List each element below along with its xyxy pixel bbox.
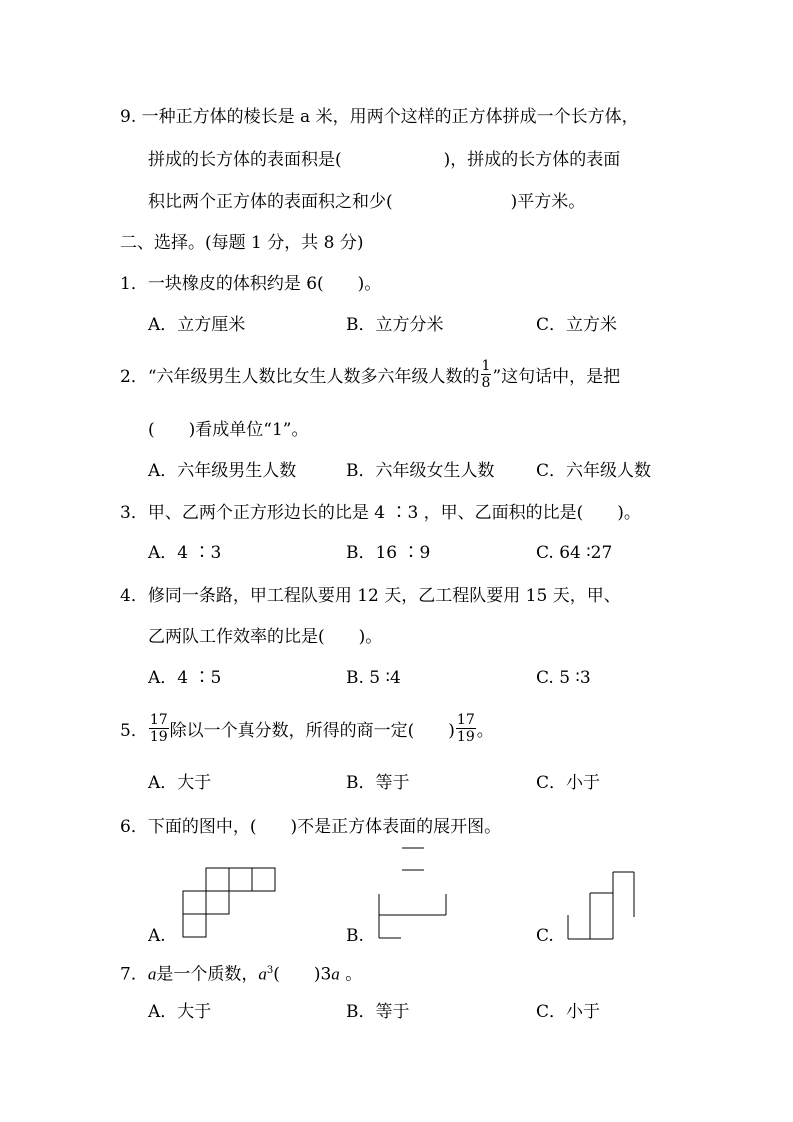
q9-line-2 bbox=[148, 149, 620, 171]
q5-option-c[interactable]: C．小于 bbox=[536, 773, 601, 793]
q2-fraction-denominator: 8 bbox=[481, 375, 491, 391]
net-a-square bbox=[183, 891, 206, 914]
q5-option-a[interactable]: A．大于 bbox=[148, 773, 212, 793]
q2-fraction-numerator: 1 bbox=[481, 358, 491, 374]
q4-option-b[interactable]: B. 5 ∶4 bbox=[346, 668, 401, 688]
q5-fraction-1 bbox=[149, 712, 169, 745]
net-a-square bbox=[206, 891, 229, 914]
q7-variable: a bbox=[147, 964, 157, 984]
q7-stem-a: 是一个质数， bbox=[156, 964, 259, 985]
q5-option-b[interactable]: B．等于 bbox=[346, 773, 410, 793]
q4-line-2: 乙两队工作效率的比是( )。 bbox=[148, 627, 383, 647]
q9-line-2-b: )，拼成的长方体的表面 bbox=[443, 150, 621, 170]
q6-option-c[interactable]: C. bbox=[536, 926, 554, 946]
q6-net-b-figure bbox=[372, 842, 452, 942]
net-a-square bbox=[229, 868, 252, 891]
q7-stem bbox=[120, 960, 362, 986]
q6-option-b[interactable]: B. bbox=[346, 926, 364, 946]
q6-option-a[interactable]: A. bbox=[148, 926, 166, 946]
q1-option-c[interactable]: C．立方米 bbox=[536, 315, 618, 335]
q2-line-2: ( )看成单位“1”。 bbox=[148, 420, 309, 440]
q2-option-c[interactable]: C．六年级人数 bbox=[536, 461, 652, 481]
q9-line-3 bbox=[148, 191, 585, 213]
q1-option-b[interactable]: B．立方分米 bbox=[346, 315, 444, 335]
q5-fraction-1-denominator: 19 bbox=[149, 729, 168, 745]
q4-option-c[interactable]: C. 5 ∶3 bbox=[536, 668, 591, 688]
q5-fraction-2-denominator: 19 bbox=[456, 729, 475, 745]
q7-option-c[interactable]: C．小于 bbox=[536, 1002, 601, 1022]
q2-option-a[interactable]: A．六年级男生人数 bbox=[148, 461, 297, 481]
q2-stem-a: 2．“六年级男生人数比女生人数多六年级人数的 bbox=[120, 367, 480, 387]
net-a-square bbox=[252, 868, 275, 891]
q3-stem: 3．甲、乙两个正方形边长的比是 4 ∶3 ，甲、乙面积的比是( )。 bbox=[120, 503, 641, 523]
q3-option-c[interactable]: C. 64 ∶27 bbox=[536, 543, 613, 563]
q4-option-a[interactable]: A．4 ∶5 bbox=[148, 668, 222, 688]
section-2-title: 二、选择。(每题 1 分，共 8 分) bbox=[120, 233, 364, 253]
q2-option-b[interactable]: B．六年级女生人数 bbox=[346, 461, 495, 481]
q7-stem-b: ( )3 bbox=[273, 964, 332, 985]
q2-stem-b: ”这句话中，是把 bbox=[492, 367, 621, 387]
q3-option-a[interactable]: A．4 ∶3 bbox=[148, 543, 222, 563]
q2-stem bbox=[120, 358, 621, 391]
q5-fraction-1-numerator: 17 bbox=[149, 712, 168, 728]
q6-stem: 6．下面的图中，( )不是正方体表面的展开图。 bbox=[120, 817, 502, 837]
q1-stem: 1．一块橡皮的体积约是 6( )。 bbox=[120, 274, 382, 294]
q9-line-3-a: 积比两个正方体的表面积之和少( bbox=[148, 192, 393, 212]
q9-line-3-b: )平方米。 bbox=[510, 192, 586, 212]
q5-fraction-2 bbox=[456, 712, 476, 745]
q7-option-a[interactable]: A．大于 bbox=[148, 1002, 212, 1022]
q7-number: 7． bbox=[120, 964, 148, 985]
q5-stem bbox=[120, 712, 494, 745]
net-a-square bbox=[183, 914, 206, 937]
q4-line-1: 4．修同一条路，甲工程队要用 12 天，乙工程队要用 15 天，甲、 bbox=[120, 586, 621, 606]
q6-net-a-figure bbox=[175, 864, 280, 944]
q7-power-exponent: 3 bbox=[266, 965, 274, 976]
q6-net-c-figure bbox=[562, 868, 638, 944]
q9-line-1: 9. 一种正方体的棱长是 a 米，用两个这样的正方体拼成一个长方体， bbox=[120, 107, 639, 127]
q2-fraction bbox=[481, 358, 492, 391]
q5-stem-mid: 除以一个真分数，所得的商一定( ) bbox=[169, 721, 455, 741]
q1-option-a[interactable]: A．立方厘米 bbox=[148, 315, 246, 335]
q5-number: 5． bbox=[120, 721, 148, 741]
q7-variable-2: a bbox=[331, 964, 340, 984]
q3-option-b[interactable]: B．16 ∶9 bbox=[346, 543, 431, 563]
net-a-square bbox=[206, 868, 229, 891]
q7-power-base: a bbox=[258, 964, 267, 984]
q7-stem-end: 。 bbox=[339, 964, 363, 985]
q5-stem-end: 。 bbox=[476, 721, 494, 741]
q9-line-2-a: 拼成的长方体的表面积是( bbox=[148, 150, 342, 170]
q7-option-b[interactable]: B．等于 bbox=[346, 1002, 410, 1022]
q5-fraction-2-numerator: 17 bbox=[456, 712, 475, 728]
